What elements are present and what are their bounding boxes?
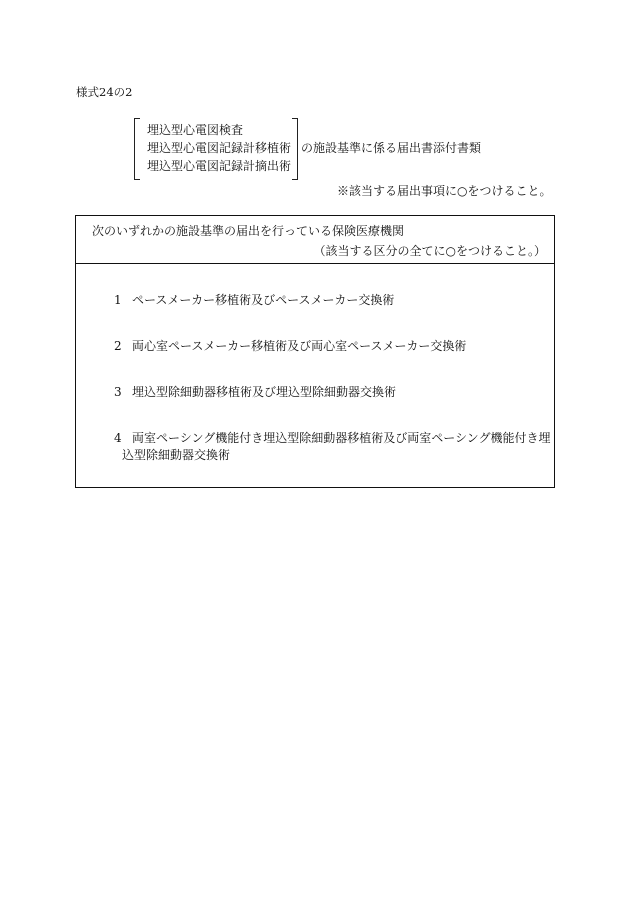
list-item (114, 291, 394, 309)
facility-standards-box (75, 215, 555, 488)
left-bracket (134, 118, 140, 180)
form-number: 様式24の2 (76, 85, 133, 99)
right-bracket (292, 118, 298, 180)
item-text: 両室ペーシング機能付き埋込型除細動器移植術及び両室ペーシング機能付き埋 (132, 431, 551, 445)
list-item (114, 383, 396, 401)
item-number: 4 (114, 431, 122, 445)
exam-item: 埋込型心電図記録計摘出術 (147, 159, 292, 173)
document-title-suffix: の施設基準に係る届出書添付書類 (301, 141, 482, 155)
box-header-instruction: （該当する区分の全てに○をつけること。） (313, 244, 546, 258)
item-number: 1 (114, 293, 122, 307)
item-text: ペースメーカー移植術及びペースメーカー交換術 (132, 293, 395, 307)
instruction-note: ※該当する届出事項に○をつけること。 (337, 184, 552, 198)
item-number: 3 (114, 385, 122, 399)
item-number: 2 (114, 339, 122, 353)
exam-item: 埋込型心電図記録計移植術 (147, 141, 292, 155)
exam-bracket-group (134, 118, 298, 178)
item-text: 埋込型除細動器移植術及び埋込型除細動器交換術 (132, 385, 397, 399)
exam-item: 埋込型心電図検査 (147, 123, 244, 137)
box-header-title: 次のいずれかの施設基準の届出を行っている保険医療機関 (92, 224, 405, 238)
box-header (76, 216, 554, 264)
item-text-continuation: 込型除細動器交換術 (122, 448, 231, 462)
exam-list (147, 121, 291, 175)
list-item (114, 337, 466, 355)
list-item (114, 429, 550, 447)
item-text: 両心室ペースメーカー移植術及び両心室ペースメーカー交換術 (132, 339, 467, 353)
